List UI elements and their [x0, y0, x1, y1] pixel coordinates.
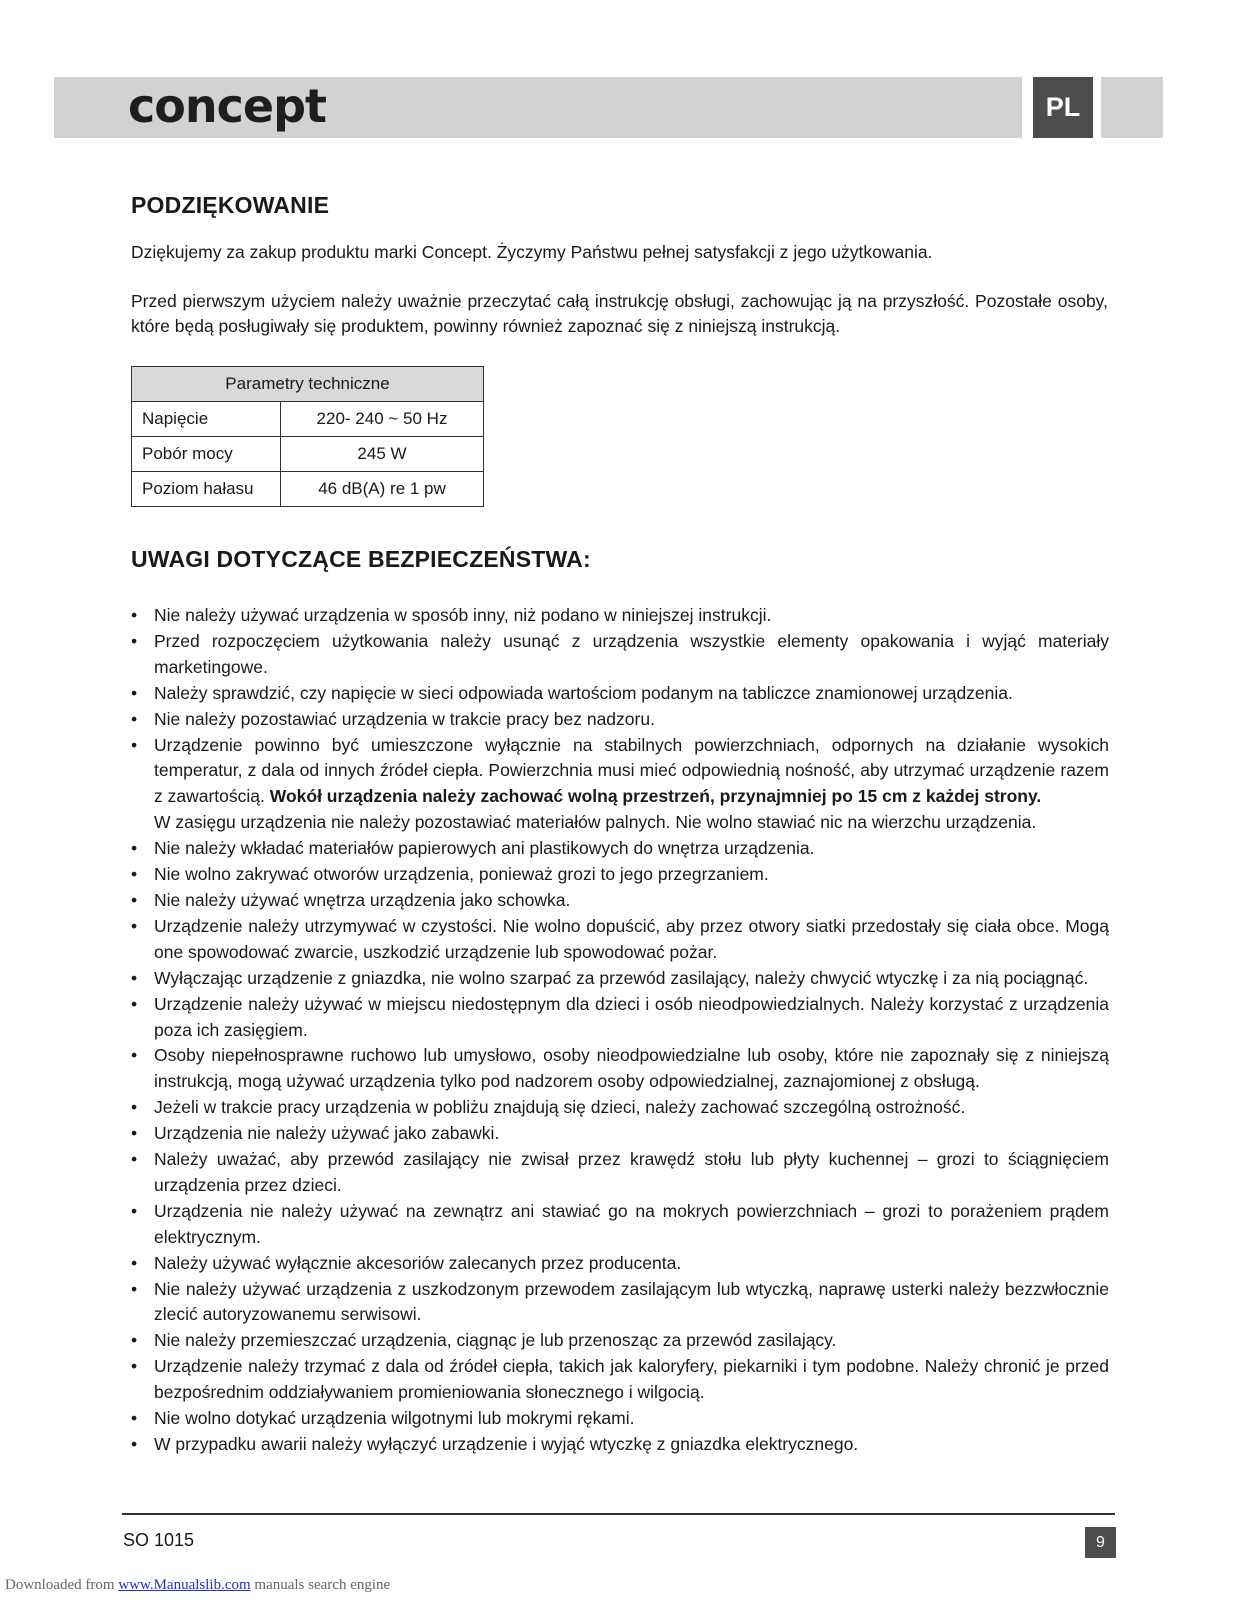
list-item: • Urządzenie należy trzymać z dala od źródeł ciepła, takich jak kaloryfery, piekarniki i tym podobne. Należy chronić je przed bezpośrednim oddziaływaniem promieniowania słonecznego i wilgocią.	[131, 1354, 1109, 1406]
thanks-text-block	[131, 240, 1108, 265]
list-item: • Nie należy używać wnętrza urządzenia jako schowka.	[131, 888, 1109, 914]
list-item: • Nie należy używać urządzenia z uszkodzonym przewodem zasilającym lub wtyczką, naprawę usterki należy bezzwłocznie zlecić autoryzowanemu serwisowi.	[131, 1277, 1109, 1329]
list-item	[131, 733, 1109, 811]
list-item-text: Urządzenie powinno być umieszczone wyłącznie na stabilnych powierzchniach, odpornych na działanie wysokich temperatur, z dala od innych źródeł ciepła. Powierzchnia musi mieć odpowiednią nośność, aby utrzymać urządzenie razem z zawartością.	[154, 734, 1109, 807]
list-item: • Urządzenia nie należy używać na zewnątrz ani stawiać go na mokrych powierzchniach – grozi to porażeniem prądem elektrycznym.	[131, 1199, 1109, 1251]
spec-label: Napięcie	[132, 402, 281, 437]
safety-section	[131, 546, 1108, 573]
spec-value: 46 dB(A) re 1 pw	[281, 472, 484, 507]
list-item: • W przypadku awarii należy wyłączyć urządzenie i wyjąć wtyczkę z gniazdka elektrycznego.	[131, 1432, 1109, 1458]
instructions-text-block	[131, 289, 1108, 339]
list-item: • Należy używać wyłącznie akcesoriów zalecanych przez producenta.	[131, 1251, 1109, 1277]
list-item: • Nie należy używać urządzenia w sposób inny, niż podano w niniejszej instrukcji.	[131, 603, 1109, 629]
download-suffix: manuals search engine	[254, 1577, 391, 1593]
thanks-section	[131, 192, 1108, 219]
clearance-note: Wokół urządzenia należy zachować wolną przestrzeń, przynajmniej po 15 cm z każdej strony.	[269, 786, 1042, 807]
download-prefix: Downloaded from	[5, 1577, 115, 1593]
footer-divider	[122, 1513, 1115, 1515]
brand-logo: concept	[128, 79, 327, 133]
language-badge: PL	[1033, 77, 1093, 138]
thanks-heading: PODZIĘKOWANIE	[131, 192, 330, 218]
manualslib-link[interactable]: www.Manualslib.com	[118, 1577, 251, 1593]
spec-table-header-row	[132, 367, 484, 402]
list-item: • Nie należy wkładać materiałów papierowych ani plastikowych do wnętrza urządzenia.	[131, 836, 1109, 862]
spec-value: 245 W	[281, 437, 484, 472]
instructions-paragraph: Przed pierwszym użyciem należy uważnie przeczytać całą instrukcję obsługi, zachowując ją na przyszłość. Pozostałe osoby, które będą posługiwały się produktem, powinny również zapoznać się z niniejszą instrukcją.	[131, 291, 1108, 336]
safety-list	[131, 603, 1109, 1458]
spec-table	[131, 366, 484, 507]
spec-value: 220- 240 ~ 50 Hz	[281, 402, 484, 437]
list-item: • Nie należy przemieszczać urządzenia, ciągnąc je lub przenosząc za przewód zasilający.	[131, 1328, 1109, 1354]
list-item-continuation: W zasięgu urządzenia nie należy pozostawiać materiałów palnych. Nie wolno stawiać nic na wierzchu urządzenia.	[154, 812, 1037, 833]
spec-label: Pobór mocy	[132, 437, 281, 472]
list-item: • Osoby niepełnosprawne ruchowo lub umysłowo, osoby nieodpowiedzialne lub osoby, które nie zapoznały się z niniejszą instrukcją, mogą używać urządzenia tylko pod nadzorem osoby odpowiedzialnej, zaznajomionej z obsługą.	[131, 1043, 1109, 1095]
list-item: • Należy uważać, aby przewód zasilający nie zwisał przez krawędź stołu lub płyty kuchennej – grozi to ściągnięciem urządzenia przez dzieci.	[131, 1147, 1109, 1199]
header-bar-tail	[1101, 77, 1163, 138]
list-item: • Jeżeli w trakcie pracy urządzenia w pobliżu znajdują się dzieci, należy zachować szczególną ostrożność.	[131, 1095, 1109, 1121]
safety-heading: UWAGI DOTYCZĄCE BEZPIECZEŃSTWA:	[131, 546, 591, 572]
model-number: SO 1015	[123, 1530, 195, 1550]
thanks-paragraph: Dziękujemy za zakup produktu marki Concept. Życzymy Państwu pełnej satysfakcji z jego użytkowania.	[131, 242, 933, 262]
spec-row	[132, 402, 484, 437]
spec-table-title: Parametry techniczne	[132, 367, 484, 402]
list-item: • Przed rozpoczęciem użytkowania należy usunąć z urządzenia wszystkie elementy opakowania i wyjąć materiały marketingowe.	[131, 629, 1109, 681]
page-number: 9	[1085, 1527, 1116, 1558]
list-item: • Urządzenie należy utrzymywać w czystości. Nie wolno dopuścić, aby przez otwory siatki przedostały się ciała obce. Mogą one spowodować zwarcie, uszkodzić urządzenie lub spowodować pożar.	[131, 914, 1109, 966]
list-item: • Nie wolno dotykać urządzenia wilgotnymi lub mokrymi rękami.	[131, 1406, 1109, 1432]
list-item: • Urządzenia nie należy używać jako zabawki.	[131, 1121, 1109, 1147]
list-item: • Nie wolno zakrywać otworów urządzenia, ponieważ grozi to jego przegrzaniem.	[131, 862, 1109, 888]
list-item: • Należy sprawdzić, czy napięcie w sieci odpowiada wartościom podanym na tabliczce znamionowej urządzenia.	[131, 681, 1109, 707]
download-note	[5, 1577, 390, 1594]
list-item: • Wyłączając urządzenie z gniazdka, nie wolno szarpać za przewód zasilający, należy chwycić wtyczkę i za nią pociągnąć.	[131, 966, 1109, 992]
spec-row	[132, 472, 484, 507]
spec-label: Poziom hałasu	[132, 472, 281, 507]
list-item: • Urządzenie należy używać w miejscu niedostępnym dla dzieci i osób nieodpowiedzialnych. Należy korzystać z urządzenia poza ich zasięgiem.	[131, 992, 1109, 1044]
list-item: • Nie należy pozostawiać urządzenia w trakcie pracy bez nadzoru.	[131, 707, 1109, 733]
spec-row	[132, 437, 484, 472]
